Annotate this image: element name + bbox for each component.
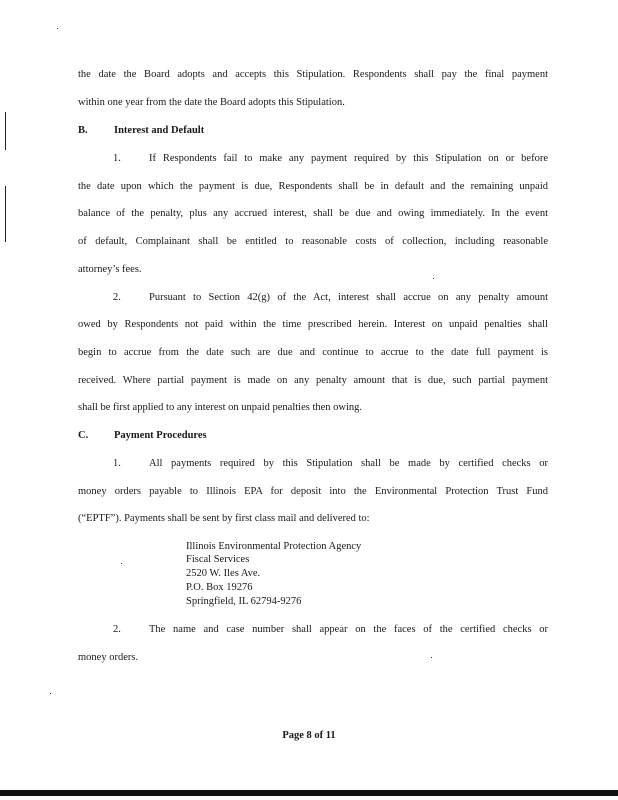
paragraph-line: received. Where partial payment is made on any penalty amount that is due, such partial payment <box>78 375 548 386</box>
paragraph-line: money orders payable to Illinois EPA for deposit into the Environmental Protection Trust Fund <box>78 486 548 497</box>
section-heading-c <box>78 429 207 442</box>
paragraph-line: attorney’s fees. <box>78 264 142 275</box>
paragraph-line: shall be first applied to any interest on unpaid penalties then owing. <box>78 402 363 413</box>
paragraph-number: 2. <box>113 624 121 635</box>
paragraph-text: The name and case number shall appear on the faces of the certified checks or <box>149 624 548 635</box>
address-line: Illinois Environmental Protection Agency <box>186 541 362 552</box>
paragraph-line <box>113 457 548 470</box>
paragraph-line <box>113 152 548 165</box>
page-number-footer: Page 8 of 11 <box>282 730 336 741</box>
paragraph-line: begin to accrue from the date such are due and continue to accrue to the date full payment is <box>78 347 548 358</box>
paragraph-text: Pursuant to Section 42(g) of the Act, interest shall accrue on any penalty amount <box>149 292 548 303</box>
paragraph-number: 1. <box>113 153 121 164</box>
paragraph-line: balance of the penalty, plus any accrued interest, shall be due and owing immediately. In the event <box>78 208 548 219</box>
intro-line: the date the Board adopts and accepts this Stipulation. Respondents shall pay the final payment <box>78 69 548 80</box>
paragraph-text: If Respondents fail to make any payment required by this Stipulation on or before <box>149 153 548 164</box>
scan-margin-line <box>5 112 6 150</box>
paragraph-number: 1. <box>113 458 121 469</box>
scan-speck <box>121 563 122 564</box>
address-line: Springfield, IL 62794-9276 <box>186 596 302 607</box>
paragraph-line: (“EPTF”). Payments shall be sent by first class mail and delivered to: <box>78 513 370 524</box>
paragraph-line: the date upon which the payment is due, Respondents shall be in default and the remaining unpaid <box>78 181 548 192</box>
section-title: Payment Procedures <box>114 430 207 441</box>
scan-speck <box>433 278 434 279</box>
address-line: P.O. Box 19276 <box>186 582 253 593</box>
address-line: Fiscal Services <box>186 554 250 565</box>
intro-line: within one year from the date the Board adopts this Stipulation. <box>78 97 345 108</box>
paragraph-line: of default, Complainant shall be entitled to reasonable costs of collection, including reasonable <box>78 236 548 247</box>
scan-speck <box>50 693 51 694</box>
section-heading-b <box>78 124 204 137</box>
paragraph-line <box>113 291 548 304</box>
scan-margin-line <box>5 186 6 242</box>
address-line: 2520 W. Iles Ave. <box>186 568 261 579</box>
section-letter: C. <box>78 430 89 441</box>
paragraph-line: money orders. <box>78 652 139 663</box>
section-letter: B. <box>78 125 88 136</box>
section-title: Interest and Default <box>114 125 205 136</box>
paragraph-line: owed by Respondents not paid within the time prescribed herein. Interest on unpaid penalties shall <box>78 319 548 330</box>
paragraph-text: All payments required by this Stipulation shall be made by certified checks or <box>149 458 548 469</box>
paragraph-number: 2. <box>113 292 121 303</box>
scan-speck <box>57 28 58 29</box>
scan-bottom-edge <box>0 790 618 796</box>
paragraph-line <box>113 623 548 636</box>
